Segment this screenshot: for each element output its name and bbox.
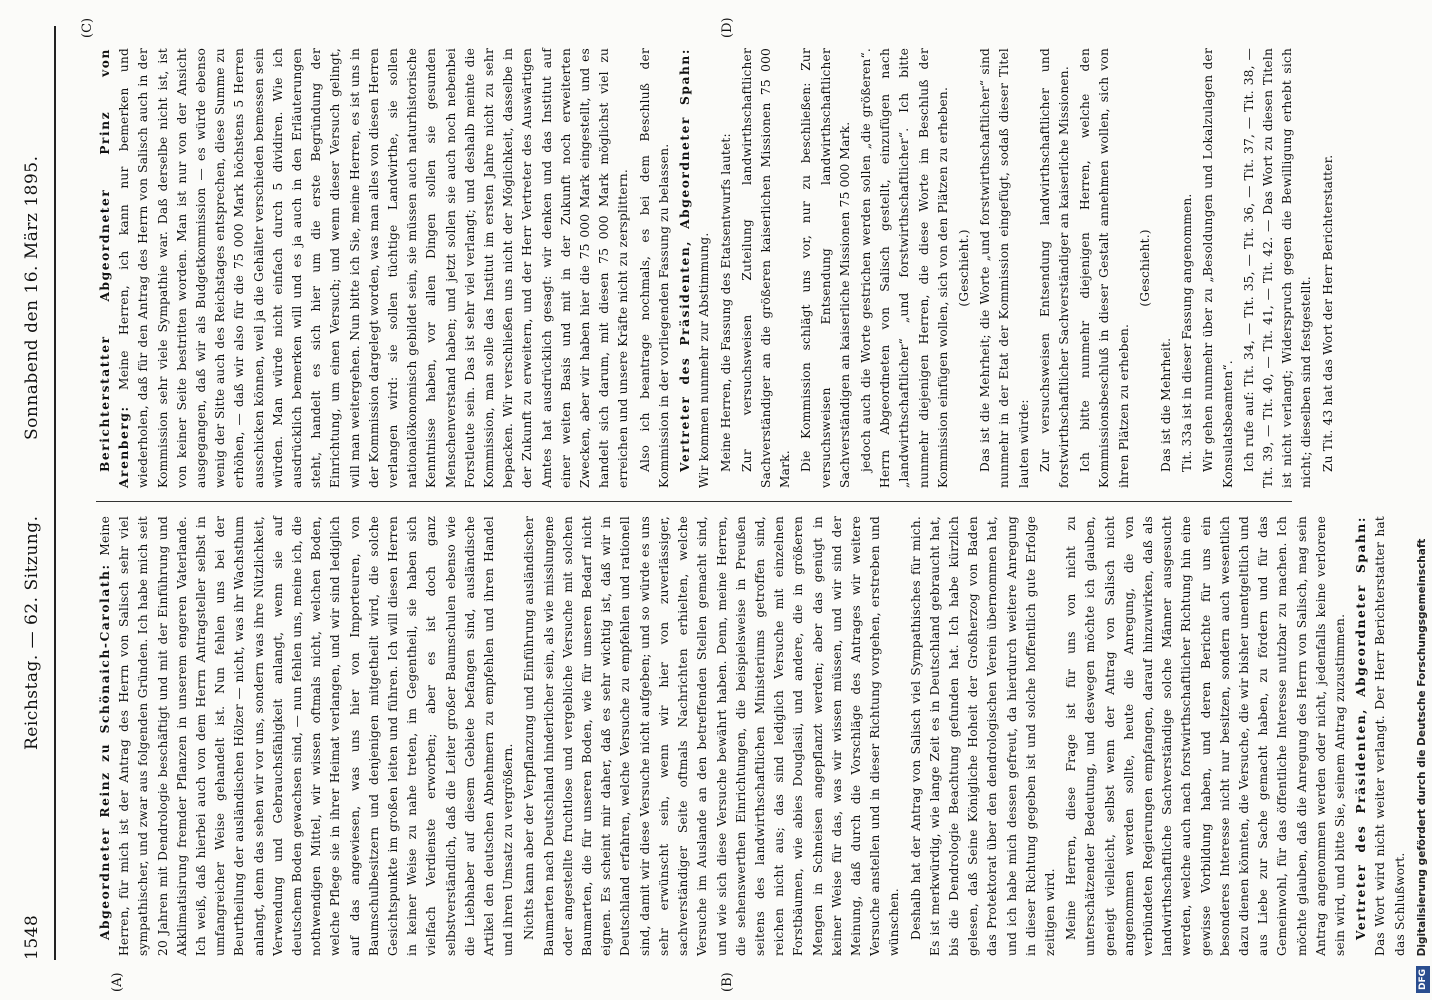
paragraph-text: Meine Herren, ich kann nur bemerken und wiederholen, daß für den Antrag des Herrn von Salisch auch in der Kommission sehr viele Sympathie war. Daß derselbe nicht ist, ist von keiner Seite bestritten worden. Man ist nur von der Ansicht ausgegangen, daß wir als Budgetkommission — es würde ebenso wenig der Sitte auch des Reichstages entsprechen, diese Summe zu erhöhen, — daß wir also für die 75 000 Mark höchstens 5 Herren ausschicken können, weil ja die Gehälter verschieden bemessen sein würden. Man würde nicht einfach durch 5 dividiren. Wie ich ausdrücklich bemerken will und es ja auch in den Erläuterungen steht, handelt es sich hier um die erste Begründung der Einrichtung, um einen Versuch; und wenn dieser Versuch gelingt, will man weitergehen. Nun bitte ich Sie, meine Herren, es ist uns in der Kommission dargelegt worden, was man alles von diesen Herren verlangen wird: sie sollen tüchtige Landwirthe, sie sollen nationalökonomisch gebildet sein, sie müssen auch naturhistorische Kenntnisse haben, vor allen Dingen sollen sie gesunden Menschenverstand haben; und jetzt sollen sie auch noch nebenbei Forstleute sein. Das ist sehr viel verlangt; und deshalb meinte die Kommission, man solle das Institut im ersten Jahre nicht zu sehr bepacken. Wir verschließen uns nicht der Möglichkeit, dasselbe in der Zukunft zu erweitern, und der Herr Vertreter des Auswärtigen Amtes hat ausdrücklich gesagt: wir denken und das Institut auf einer weiten Basis und mit in der Zukunft noch erweiterten Zwecken, aber wir haben hier die 75 000 Mark eingestellt, und es handelt sich darum, mit diesen 75 000 Mark möglichst viel zu erreichen und unsere Kräfte nicht zu zersplittern.: [117, 48, 631, 488]
paragraph: [1199, 48, 1237, 488]
right-text-column: [96, 48, 1335, 488]
left-text-column: [96, 516, 1407, 956]
paragraph-text: Wir kommen nunmehr zur Abstimmung.: [697, 232, 712, 488]
page-date: Sonnabend den 16. März 1895.: [22, 155, 42, 440]
speaker-name: Abgeordneter Reinz zu Schönaich-Carolath:: [98, 563, 112, 940]
page-title: Reichstag. — 62. Sitzung.: [22, 515, 42, 750]
margin-marker-d: (D): [720, 17, 735, 38]
paragraph: [1240, 48, 1317, 488]
paragraph: [857, 48, 953, 488]
paragraph: [1319, 48, 1338, 488]
paragraph: [738, 48, 796, 488]
paragraph: [520, 516, 904, 956]
paragraph-text: Meine Herren, die Fassung des Etatsentwurfs lautet:: [718, 133, 733, 472]
speaker-name: Vertreter des Präsidenten, Abgeordneter Spahn:: [678, 48, 693, 472]
paragraph-text: Also ich beantrage nochmals, es bei dem Beschluß der Kommission in der vorliegenden Fassung zu belassen.: [637, 48, 671, 488]
paragraph: [1157, 48, 1176, 488]
credit-text: Digitalisierung gefördert durch die Deutsche Forschungsgemeinschaft: [1416, 538, 1428, 957]
paragraph: [907, 516, 1061, 956]
digitization-credit: [1408, 0, 1430, 1000]
paragraph: [1352, 516, 1410, 956]
paragraph-text: Deshalb hat der Antrag von Salisch viel Sympathisches für mich. Es ist merkwürdig, wie lange Zeit es in Deutschland gebraucht hat, bis die Dendrologie Beachtung gefunden hat. Ich habe kürzlich gelesen, daß Seine Königliche Hoheit der Großherzog von Baden das Protektorat über den dendrologischen Verein übernommen hat, und ich habe mich dessen gefreut, da hierdurch weitere Anregung in dieser Richtung gegeben ist und solche hoffentlich gute Erfolge zeitigen wird.: [908, 516, 1057, 956]
paragraph-text: Nichts kann aber der Verpflanzung und Einführung ausländischer Baumarten nach Deutschland hinderlicher sein, als wie misslungene oder angestellte fruchtlose und vergebliche Versuche mit solchen Baumarten, die für unseren Boden, wie für unseren Bedarf nicht eignen. Es scheint mir daher, daß es sehr wichtig ist, daß wir in Deutschland erfahren, welche Versuche zu empfehlen und rationell sind, damit wir diese Versuche nicht aufgeben; und so würde es uns sehr erwünscht sein, wenn wir hier von zuverlässiger, sachverständiger Seite oftmals Nachrichten erhielten, welche Versuche im Auslande an den betreffenden Stellen gemacht sind, und wie sich diese Versuche bewährt haben. Denn, meine Herren, die sehenswerthen Einrichtungen, die beispielsweise in Preußen seitens des landwirthschaftlichen Ministeriums getroffen sind, reichen nicht aus; das sind lediglich Versuche mit einzelnen Forstbäumen, wie abies Douglasii, und andere, die in größeren Mengen in Schneisen angepflanzt werden; aber das genügt in keiner Weise für das, was wir wissen müssen, und wir sind der Meinung, daß durch die Vorschläge des Antrages wir weitere Versuche anstellen und in dieser Richtung vorgehen, erstreben und wünschen.: [522, 516, 902, 956]
paragraph-text: Zu Tit. 43 hat das Wort der Herr Berichterstatter.: [1320, 154, 1335, 472]
paragraph: [96, 516, 518, 956]
paragraph: [955, 48, 974, 488]
paragraph-text: (Geschieht.): [1137, 229, 1152, 307]
paragraph-text: Das Wort wird nicht weiter verlangt. Der Herr Berichterstatter hat das Schlußwort.: [1373, 516, 1407, 956]
paragraph: [717, 48, 736, 488]
paragraph-text: Das ist die Mehrheit; die Worte „und forstwirthschaftlicher“ sind nunmehr in der Etat der Kommission eingefügt, sodaß dieser Titel lauten würde:: [978, 48, 1031, 488]
speaker-name: Vertreter des Präsidenten, Abgeordneter Spahn:: [1354, 516, 1369, 940]
paragraph-text: jedoch auch die Worte gestrichen werden sollen „die größeren“. Herrn Abgeordneten von Salisch gestellt, einzufügen nach „landwirthschaftlicher“ „und forstwirthschaftlicher“. Ich bitte nunmehr diejenigen Herren, die diese Worte im Beschluß der Kommission einfügen wollen, sich von den Plätzen zu erheben.: [858, 48, 950, 488]
paragraph-text: (Geschieht.): [956, 229, 971, 307]
paragraph-text: Das ist die Mehrheit.: [1158, 337, 1173, 472]
paragraph: [96, 48, 634, 488]
paragraph-text: Meine Herren, für mich ist der Antrag des Herrn von Salisch sehr viel sympathischer, und zwar aus folgenden Gründen. Ich habe mich seit 20 Jahren mit Dendrologie beschäftigt und mit der Einführung und Akklimatisirung fremder Pflanzen in unserem engeren Vaterlande. Ich weiß, daß hierbei auch von dem Herrn Antragsteller selbst in umfangreicher Weise gehandelt ist. Nun fehlen uns bei der Beurtheilung der ausländischen Hölzer — nicht, was ihr Wachsthum anlangt, denn das sehen wir vor uns, sondern was ihre Nützlichkeit, Verwendung und Gebrauchsfähigkeit anlangt, wenn sie auf deutschem Boden gewachsen sind, — nun fehlen uns, meine ich, die nothwendigen Mittel, wir wissen oftmals nicht, welchen Boden, welche Pflege sie in ihrer Heimat verlangen, und wir sind lediglich auf das angewiesen, was uns hier von Importeuren, von Baumschulbesitzern und denjenigen mitgetheilt wird, die solche Gesichtspunkte im großen leiten und führen. Ich will diesen Herren in keiner Weise zu nahe treten, im Gegentheil, sie haben sich vielfach Verdienste erworben; aber es ist doch ganz selbstverständlich, daß die Leiter großer Baumschulen ebenso wie die Liebhaber auf diesem Gebiete befangen sind, ausländische Artikel den deutschen Abnehmern zu empfehlen und ihren Handel und ihren Umsatz zu vergrößern.: [98, 516, 516, 956]
paragraph: [676, 48, 714, 488]
paragraph-text: Wir gehen nunmehr über zu „Besoldungen und Lokalzulagen der Konsulatsbeamten“.: [1201, 48, 1235, 488]
margin-marker-b: (B): [720, 972, 735, 992]
paragraph: [1062, 516, 1350, 956]
margin-marker-c: (C): [80, 17, 95, 38]
paragraph: [1136, 48, 1155, 488]
paragraph: [976, 48, 1034, 488]
paragraph: [1178, 48, 1197, 488]
column-divider: [96, 501, 1292, 502]
margin-marker-a: (A): [110, 972, 125, 992]
speaker-name: Berichterstatter Abgeordneter Prinz von Arenberg:: [98, 48, 132, 488]
header-rule: [54, 26, 56, 960]
paragraph: [1076, 48, 1134, 488]
paragraph-text: Die Kommission schlägt uns vor, nur zu beschließen: Zur versuchsweisen Entsendung landwirthschaftlicher Sachverständigen an kaiserliche Missionen 75 000 Mark.: [799, 48, 852, 488]
paragraph-text: Zur versuchsweisen Entsendung landwirthschaftlicher und forstwirthschaftlicher Sachverständiger an kaiserliche Missionen.: [1037, 48, 1071, 488]
paragraph-text: Zur versuchsweisen Zuteilung landwirthschaftlicher Sachverständiger an die größeren kaiserlichen Missionen 75 000 Mark.: [739, 48, 793, 488]
paragraph: [1036, 48, 1074, 488]
page-number: 1548: [22, 914, 42, 960]
paragraph-text: Tit. 33a ist in dieser Fassung angenommen.: [1180, 193, 1195, 472]
paragraph-text: Meine Herren, diese Frage ist für uns von nicht zu unterschätzender Bedeutung, und deswegen möchte ich glauben, geneigt vielleicht, selbst wenn der Antrag von Salisch nicht angenommen werden sollte, heute die Anregung, die von verbündeten Regierungen empfangen, darauf hinzuwirken, daß als landwirthschaftliche Sachverständige solche Männer ausgesucht werden, welche auch nach forstwirthschaftlicher Richtung hin eine gewisse Vorbildung haben, und deren Berichte für uns ein besonderes Interesse nicht nur besitzen, sondern auch wesentlich dazu dienen könnten, die Versuche, die wir bisher unentgeltlich und aus Liebe zur Sache gemacht haben, zu fördern und für das Gemeinwohl, für das öffentliche Interesse nutzbar zu machen. Ich möchte glauben, daß die Anregung des Herrn von Salisch, mag sein Antrag angenommen werden oder nicht, jedenfalls keine verlorene sein wird, und bitte Sie, seinem Antrag zuzustimmen.: [1064, 516, 1347, 956]
paragraph-text: Ich bitte nunmehr diejenigen Herren, welche den Kommissionsbeschluß in dieser Gestalt annehmen wollen, sich von ihren Plätzen zu erheben.: [1078, 48, 1131, 488]
paragraph-text: Ich rufe auf: Tit. 34, — Tit. 35, — Tit. 36, — Tit. 37, — Tit. 38, — Tit. 39, — Tit. 40, — Tit. 41, — Tit. 42. — Das Wort zu diesen Titeln ist nicht verlangt; Widerspruch gegen die Bewilligung erhebt sich nicht; dieselben sind festgestellt.: [1241, 48, 1314, 488]
paragraph: [636, 48, 674, 488]
dfg-logo: DFG: [1416, 966, 1430, 993]
paragraph: [797, 48, 855, 488]
